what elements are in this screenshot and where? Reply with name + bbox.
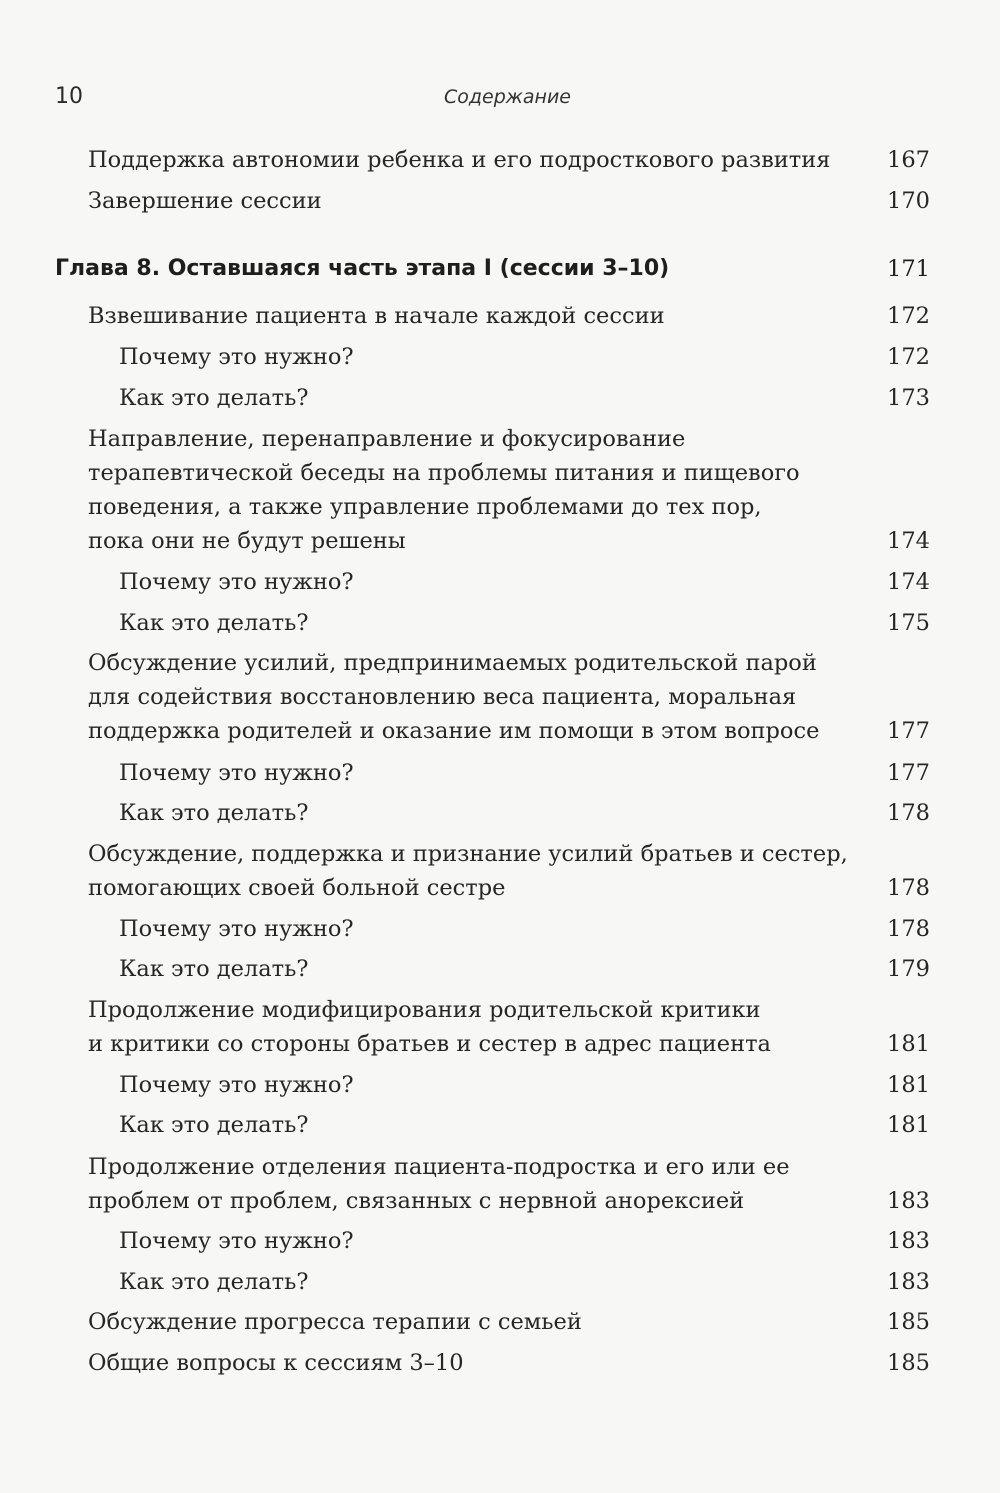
toc-entry-title: Взвешивание пациента в начале каждой сессии <box>88 303 665 329</box>
toc-entry <box>88 1150 930 1218</box>
toc-subentry <box>119 952 930 986</box>
toc-entry <box>88 1346 930 1380</box>
toc-entry-line: Продолжение модифицирования родительской критики <box>88 997 761 1023</box>
toc-entry-title: Как это делать? <box>119 1112 309 1138</box>
toc-chapter-entry <box>55 252 930 286</box>
toc-subentry <box>119 1108 930 1142</box>
toc-entry-page: 175 <box>887 610 930 636</box>
toc-subentry <box>119 565 930 599</box>
toc-chapter-title: Глава 8. Оставшаяся часть этапа I (сессии 3–10) <box>55 256 670 281</box>
toc-entry-page: 178 <box>887 916 930 942</box>
toc-entry-title: Как это делать? <box>119 610 309 636</box>
toc-entry-page: 167 <box>887 147 930 173</box>
toc-entry-line: пока они не будут решены <box>88 528 406 554</box>
toc-entry-page: 172 <box>887 303 930 329</box>
toc-entry-title: Как это делать? <box>119 956 309 982</box>
toc-entry-line: помогающих своей больной сестре <box>88 875 506 901</box>
toc-entry-page: 183 <box>887 1269 930 1295</box>
toc-subentry <box>119 381 930 415</box>
toc-entry-page: 181 <box>887 1112 930 1138</box>
toc-subentry <box>119 796 930 830</box>
toc-entry <box>88 143 930 177</box>
toc-entry <box>88 646 930 748</box>
toc-entry-page: 181 <box>887 1072 930 1098</box>
toc-subentry <box>119 756 930 790</box>
toc-entry-line: проблем от проблем, связанных с нервной анорексией <box>88 1188 745 1214</box>
toc-entry-title <box>88 837 848 905</box>
toc-entry-title: Почему это нужно? <box>119 1072 354 1098</box>
toc-entry <box>88 422 930 558</box>
toc-entry-title: Как это делать? <box>119 385 309 411</box>
toc-entry-page: 185 <box>887 1350 930 1376</box>
toc-entry-title: Почему это нужно? <box>119 344 354 370</box>
toc-entry <box>88 299 930 333</box>
toc-entry-page: 183 <box>887 1228 930 1254</box>
toc-entry-page: 170 <box>887 188 930 214</box>
toc-entry-title: Почему это нужно? <box>119 760 354 786</box>
toc-entry-line: Обсуждение усилий, предпринимаемых родительской парой <box>88 650 817 676</box>
section-title: Содержание <box>444 86 571 108</box>
toc-entry-title <box>88 646 819 748</box>
toc-entry-title <box>88 993 771 1061</box>
toc-entry-page: 174 <box>887 528 930 554</box>
toc-subentry <box>119 912 930 946</box>
toc-entry-title: Завершение сессии <box>88 188 322 214</box>
toc-entry-line: терапевтической беседы на проблемы питания и пищевого <box>88 460 800 486</box>
toc-entry-page: 178 <box>887 875 930 901</box>
toc-entry-line: Обсуждение, поддержка и признание усилий братьев и сестер, <box>88 841 848 867</box>
toc-entry-title: Как это делать? <box>119 800 309 826</box>
toc-entry-line: поддержка родителей и оказание им помощи в этом вопросе <box>88 718 820 744</box>
toc-entry <box>88 837 930 905</box>
toc-entry-title <box>88 422 800 558</box>
toc-entry-page: 174 <box>887 569 930 595</box>
toc-entry-title: Обсуждение прогресса терапии с семьей <box>88 1309 582 1335</box>
page-number: 10 <box>55 84 83 109</box>
toc-entry-title: Общие вопросы к сессиям 3–10 <box>88 1350 464 1376</box>
toc-subentry <box>119 340 930 374</box>
toc-entry-page: 185 <box>887 1309 930 1335</box>
toc-subentry <box>119 1265 930 1299</box>
toc-entry-page: 172 <box>887 344 930 370</box>
toc-entry-title: Как это делать? <box>119 1269 309 1295</box>
toc-entry-page: 178 <box>887 800 930 826</box>
toc-entry-page: 171 <box>887 256 930 282</box>
toc-entry-page: 177 <box>887 718 930 744</box>
toc-entry <box>88 184 930 218</box>
toc-entry-title: Почему это нужно? <box>119 569 354 595</box>
toc-entry-line: поведения, а также управление проблемами до тех пор, <box>88 494 762 520</box>
toc-entry-title: Почему это нужно? <box>119 1228 354 1254</box>
toc-entry-line: и критики со стороны братьев и сестер в адрес пациента <box>88 1031 771 1057</box>
toc-entry <box>88 1305 930 1339</box>
toc-entry-page: 179 <box>887 956 930 982</box>
toc-entry-page: 183 <box>887 1188 930 1214</box>
toc-entry-page: 173 <box>887 385 930 411</box>
toc-entry-line: для содействия восстановлению веса пациента, моральная <box>88 684 797 710</box>
toc-entry-page: 181 <box>887 1031 930 1057</box>
toc-entry-title: Почему это нужно? <box>119 916 354 942</box>
running-head <box>55 84 930 114</box>
toc-entry-title: Поддержка автономии ребенка и его подросткового развития <box>88 147 831 173</box>
toc-entry-line: Продолжение отделения пациента-подростка и его или ее <box>88 1154 790 1180</box>
toc-subentry <box>119 606 930 640</box>
toc-entry <box>88 993 930 1061</box>
toc-entry-title <box>88 1150 790 1218</box>
toc-subentry <box>119 1224 930 1258</box>
toc-entry-line: Направление, перенаправление и фокусирование <box>88 426 686 452</box>
toc-subentry <box>119 1068 930 1102</box>
toc-entry-page: 177 <box>887 760 930 786</box>
